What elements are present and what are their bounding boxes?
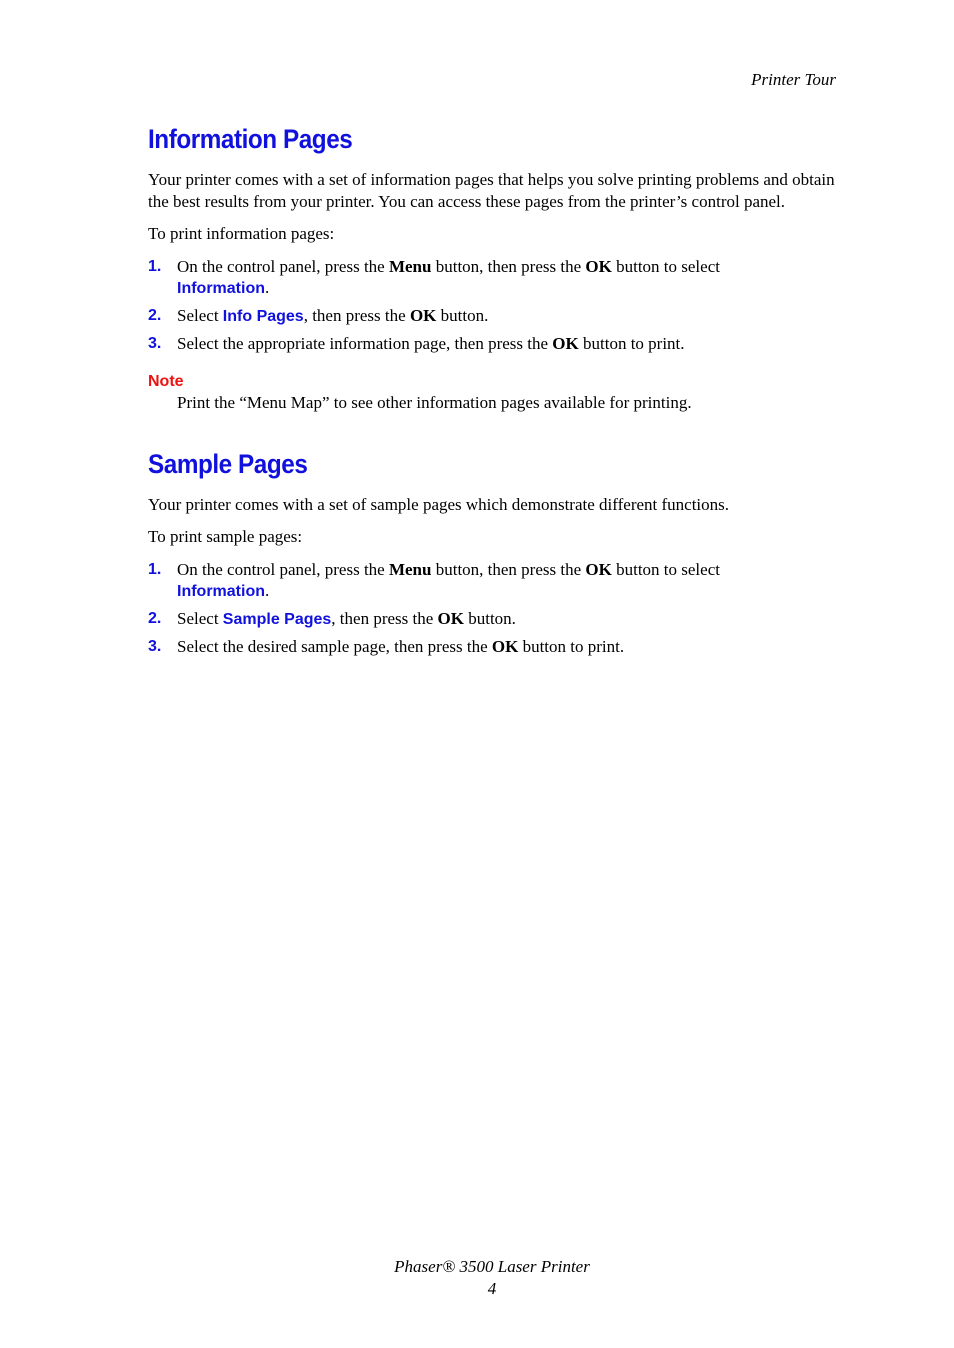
- list-item: [148, 333, 838, 354]
- running-header: Printer Tour: [751, 70, 836, 89]
- section1-lead: To print information pages:: [148, 224, 335, 243]
- list-item: [148, 305, 838, 327]
- step-text: Select: [177, 305, 223, 325]
- ok-button-ref: OK: [585, 256, 612, 276]
- step-text: button, then press the: [431, 559, 586, 579]
- step-text: , then press the: [303, 305, 410, 325]
- step-text: Select the appropriate information page, then press the: [177, 333, 553, 353]
- step-text: .: [265, 580, 270, 600]
- step-number: 3.: [148, 334, 162, 352]
- section2-lead: To print sample pages:: [148, 527, 303, 546]
- section-sample-pages: [148, 449, 838, 657]
- step-number: 2.: [148, 609, 162, 627]
- ui-term-information: Information: [177, 279, 265, 297]
- ui-term-sample-pages: Sample Pages: [222, 610, 332, 628]
- list-item: [148, 636, 838, 657]
- ui-term-information: Information: [177, 582, 265, 600]
- section2-intro: Your printer comes with a set of sample pages which demonstrate different functions.: [148, 494, 730, 514]
- step-text: Select: [177, 608, 223, 628]
- menu-button-ref: Menu: [388, 559, 432, 579]
- step-text: button to select: [611, 559, 720, 579]
- section-title-information-pages: Information Pages: [148, 124, 353, 154]
- list-item: [148, 608, 838, 630]
- ok-button-ref: OK: [409, 305, 437, 325]
- ok-button-ref: OK: [552, 333, 579, 353]
- step-number: 1.: [148, 257, 162, 275]
- page-content: [148, 124, 838, 667]
- step-number: 3.: [148, 637, 162, 655]
- step-number: 2.: [148, 306, 162, 324]
- list-item: [148, 256, 838, 299]
- step-text: button.: [463, 608, 516, 628]
- section-title-sample-pages: Sample Pages: [148, 448, 308, 479]
- step-text: Select the desired sample page, then press the: [177, 636, 492, 656]
- section1-intro: Your printer comes with a set of information pages that helps you solve printing problems and obtain the best results from your printer. You can access these pages from the printer’s control panel.: [148, 170, 835, 211]
- list-item: [148, 559, 838, 602]
- section1-steps: [148, 256, 838, 354]
- page-footer: [0, 1256, 954, 1300]
- menu-button-ref: Menu: [388, 256, 432, 276]
- ui-term-info-pages: Info Pages: [222, 307, 304, 325]
- note-text: Print the “Menu Map” to see other information pages available for printing.: [177, 392, 692, 412]
- ok-button-ref: OK: [491, 636, 519, 656]
- step-text: button to print.: [518, 636, 625, 656]
- step-text: On the control panel, press the: [177, 256, 389, 276]
- step-number: 1.: [148, 560, 162, 578]
- ok-button-ref: OK: [437, 608, 464, 628]
- page-number: 4: [487, 1279, 497, 1298]
- step-text: .: [265, 277, 270, 297]
- step-text: button, then press the: [431, 256, 586, 276]
- step-text: On the control panel, press the: [177, 559, 389, 579]
- ok-button-ref: OK: [585, 559, 612, 579]
- footer-product: Phaser® 3500 Laser Printer: [394, 1257, 590, 1276]
- step-text: button.: [436, 305, 489, 325]
- step-text: button to select: [611, 256, 720, 276]
- step-text: , then press the: [331, 608, 438, 628]
- step-text: button to print.: [578, 333, 685, 353]
- section2-steps: [148, 559, 838, 657]
- note-label: Note: [148, 372, 184, 390]
